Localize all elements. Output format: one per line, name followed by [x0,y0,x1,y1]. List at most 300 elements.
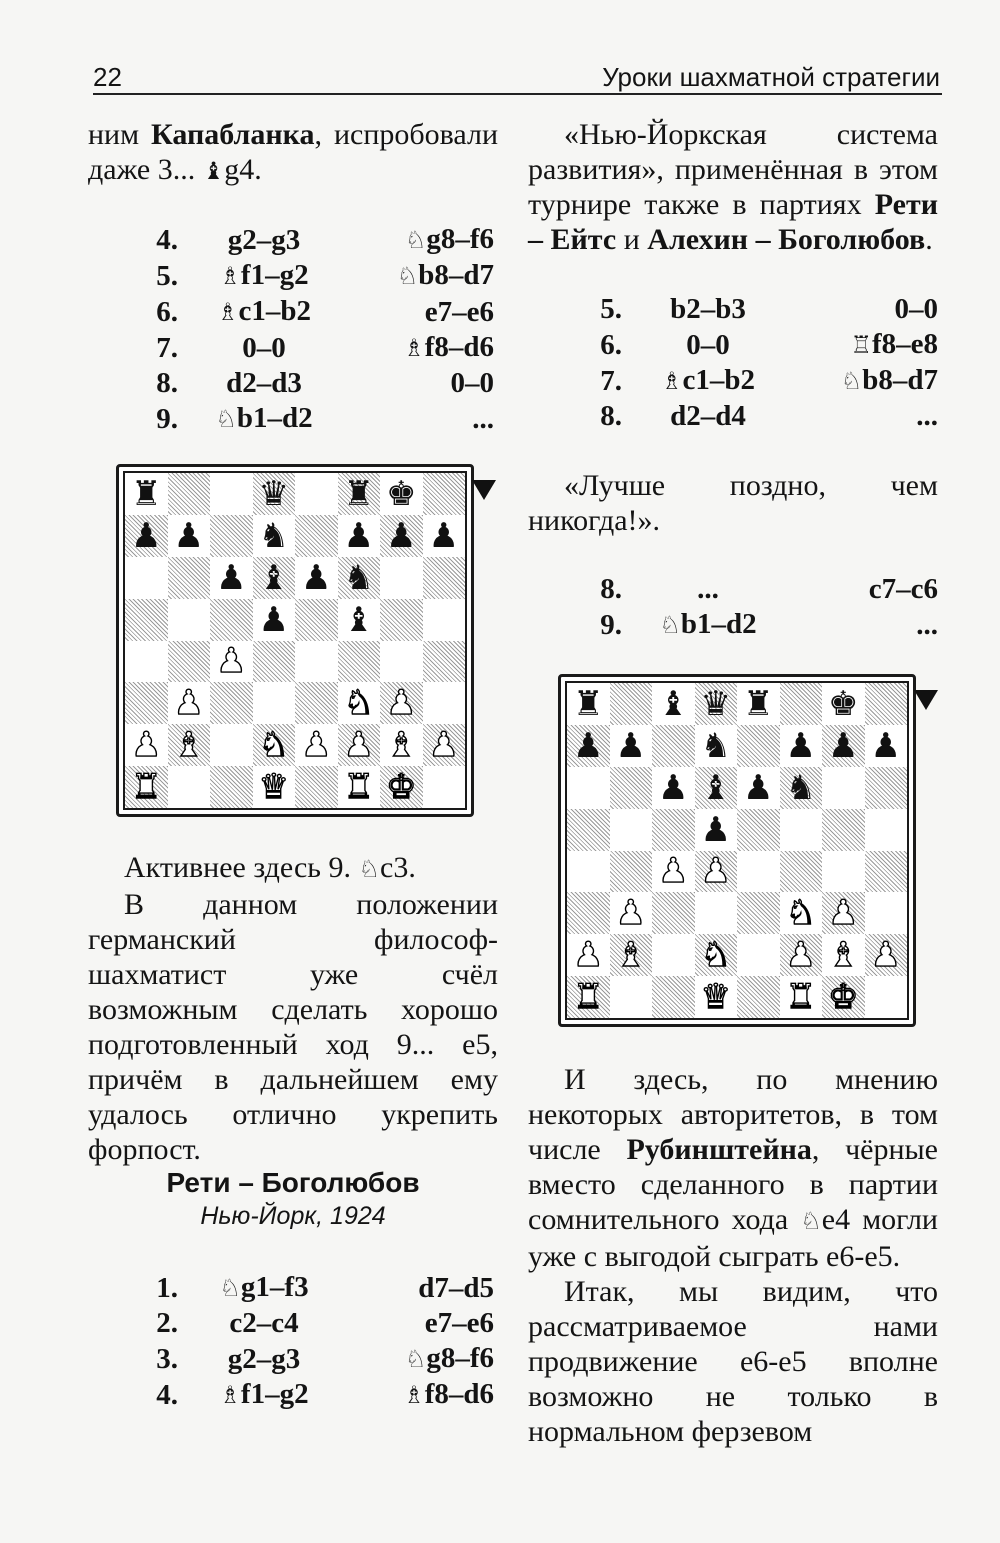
board-square [295,766,338,808]
white-move-text: f1–g2 [240,259,309,291]
board-square [695,851,738,893]
board-square [423,515,466,557]
move-row [134,258,494,294]
white-move-text: b1–d2 [236,402,313,434]
board-square [695,934,738,976]
black-move-text: f8–d6 [424,1378,494,1410]
header-rule [93,93,942,95]
moves-table-2 [134,1270,494,1413]
black-move [788,572,938,607]
white-move-text: g2–g3 [227,223,301,256]
black-pawn-icon: ♟ [870,725,901,766]
new-york-system-paragraph: «Нью-Йоркская система развития», применённая в этом турнире также в партиях Рети – Ейтс и Алехин – Боголюбов. [528,118,938,256]
white-move [628,327,788,363]
white-pawn-icon: ♟ [386,683,417,724]
board-square [865,851,908,893]
black-rook-icon: ♜ [343,473,374,514]
board-square [567,934,610,976]
white-rook-icon: ♜ [785,977,816,1018]
board-square [168,682,211,724]
chessboard-grid [565,681,909,1020]
black-move-text: g8–f6 [426,223,494,255]
board-square [652,725,695,767]
white-move [184,1306,344,1341]
white-bishop-icon: ♝ [615,935,646,976]
board-square [695,809,738,851]
black-pawn-icon: ♟ [785,725,816,766]
piece-icon: ♘ [215,405,237,433]
black-move-text: g8–f6 [426,1342,494,1374]
black-knight-icon: ♞ [343,557,374,598]
black-move-text: f8–e8 [871,328,938,360]
move-number: 6. [600,328,622,361]
black-queen-icon: ♛ [258,473,289,514]
board-square [380,473,423,515]
board-square [125,515,168,557]
game-heading [88,1166,498,1232]
board-square [567,892,610,934]
board-square [695,892,738,934]
board-square [295,557,338,599]
chess-diagram-2 [558,674,916,1027]
piece-icon: ♘ [396,262,419,290]
board-square [338,682,381,724]
white-move-text: b1–d2 [680,608,757,640]
quote-better-late: «Лучше поздно, чем никогда!». [528,469,938,537]
board-square [125,641,168,683]
white-pawn-icon: ♟ [343,725,374,766]
white-pawn-icon: ♟ [573,935,604,976]
black-pawn-icon: ♟ [343,515,374,556]
black-move-text: 0–0 [894,293,938,325]
white-move [184,1341,344,1377]
white-move [184,1270,344,1306]
board-square [610,725,653,767]
board-square [125,557,168,599]
board-square [737,683,780,725]
board-square [210,682,253,724]
black-bishop-icon: ♝ [343,599,374,640]
board-square [253,599,296,641]
black-move [344,1341,494,1377]
move-number: 9. [600,608,622,641]
black-to-move-icon [914,690,938,710]
right-intro [528,117,938,257]
white-move-text: d2–d4 [670,400,746,432]
board-square [253,515,296,557]
board-square [567,851,610,893]
move-number: 4. [156,1378,178,1411]
board-square [567,725,610,767]
board-square [253,682,296,724]
moves-table-4 [578,572,938,643]
board-square [610,976,653,1018]
move-row [134,1377,494,1413]
white-move [184,401,344,437]
board-square [610,934,653,976]
board-square [567,683,610,725]
black-move-text: 0–0 [450,367,494,399]
move-number: 6. [156,295,178,328]
board-square [652,767,695,809]
black-move [344,1306,494,1341]
board-square [822,725,865,767]
black-pawn-icon: ♟ [700,809,731,850]
board-square [168,766,211,808]
knight-icon: ♘ [800,1207,822,1235]
white-pawn-icon: ♟ [301,725,332,766]
left-moves-2 [134,1270,494,1413]
board-square [295,599,338,641]
white-move [628,572,788,607]
piece-icon: ♘ [840,367,863,395]
black-pawn-icon: ♟ [658,767,689,808]
black-move-text: ... [916,608,938,641]
board-square [295,473,338,515]
white-move [184,222,344,258]
black-pawn-icon: ♟ [258,599,289,640]
board-square [695,976,738,1018]
board-square [737,767,780,809]
black-rook-icon: ♜ [743,683,774,724]
black-move [344,294,494,330]
black-rook-icon: ♜ [131,473,162,514]
right-text-block [528,1062,938,1449]
board-square [737,851,780,893]
board-square [652,934,695,976]
black-rook-icon: ♜ [573,683,604,724]
black-move [788,292,938,327]
board-square [865,767,908,809]
board-square [610,767,653,809]
white-move-text: 0–0 [686,328,730,361]
black-knight-icon: ♞ [700,725,731,766]
board-square [737,892,780,934]
white-pawn-icon: ♟ [216,641,247,682]
board-square [210,473,253,515]
move-row [134,1341,494,1377]
board-square [210,599,253,641]
white-move-text: 0–0 [242,331,286,364]
left-text-block [88,850,498,1167]
board-square [125,473,168,515]
move-number: 7. [156,331,178,364]
move-row [578,572,938,607]
move-row [134,1270,494,1306]
white-pawn-icon: ♟ [785,935,816,976]
move-number: 8. [156,367,178,399]
board-square [695,725,738,767]
white-queen-icon: ♛ [258,767,289,808]
board-square [567,767,610,809]
board-square [423,473,466,515]
white-move-text: g2–g3 [227,1342,301,1375]
white-move-text: f1–g2 [240,1378,309,1410]
board-square [822,851,865,893]
black-knight-icon: ♞ [258,515,289,556]
board-square [567,809,610,851]
board-square [338,473,381,515]
board-square [210,515,253,557]
black-pawn-icon: ♟ [216,557,247,598]
move-row [578,327,938,363]
board-square [822,976,865,1018]
board-square [652,683,695,725]
piece-icon: ♘ [404,1345,427,1373]
board-square [423,682,466,724]
board-square [652,892,695,934]
move-number: 9. [156,402,178,435]
white-move [628,399,788,434]
board-square [822,934,865,976]
black-pawn-icon: ♟ [173,515,204,556]
piece-icon: ♗ [219,262,241,290]
white-move-text: g1–f3 [240,1271,309,1303]
black-move-text: e7–e6 [424,295,494,328]
board-square [865,976,908,1018]
piece-icon: ♘ [219,1274,241,1302]
board-square [168,641,211,683]
white-king-icon: ♚ [828,977,859,1018]
black-king-icon: ♚ [386,473,417,514]
board-square [737,934,780,976]
board-square [125,682,168,724]
board-square [695,683,738,725]
board-square [295,724,338,766]
white-move [184,330,344,366]
white-pawn-icon: ♟ [173,683,204,724]
right-moves-2 [578,572,938,643]
white-pawn-icon: ♟ [870,935,901,976]
board-square [865,934,908,976]
board-square [865,892,908,934]
board-square [423,599,466,641]
black-to-move-icon [472,480,496,500]
comment-active-move: Активнее здесь 9. ♘c3. [124,851,416,884]
board-square [168,724,211,766]
black-move [788,607,938,643]
board-square [210,724,253,766]
black-king-icon: ♚ [828,683,859,724]
move-row [578,292,938,327]
move-number: 7. [600,364,622,397]
piece-icon: ♖ [850,331,872,359]
board-square [125,724,168,766]
black-bishop-icon: ♝ [658,683,689,724]
left-moves-1 [134,222,494,437]
black-move [344,222,494,258]
board-square [380,515,423,557]
black-pawn-icon: ♟ [301,557,332,598]
board-square [865,725,908,767]
board-square [610,809,653,851]
board-square [780,851,823,893]
black-bishop-icon: ♝ [258,557,289,598]
black-pawn-icon: ♟ [131,515,162,556]
white-move [628,607,788,643]
page-number: 22 [93,62,122,92]
board-square [822,809,865,851]
board-square [210,557,253,599]
left-column [88,117,498,189]
board-square [253,473,296,515]
move-number: 1. [156,1271,178,1304]
white-move-text: d2–d3 [226,367,302,399]
board-square [338,724,381,766]
black-pawn-icon: ♟ [386,515,417,556]
board-square [780,725,823,767]
piece-icon: ♗ [403,334,425,362]
white-move [628,363,788,399]
white-pawn-icon: ♟ [700,851,731,892]
board-square [380,766,423,808]
board-square [780,976,823,1018]
white-queen-icon: ♛ [700,977,731,1018]
board-square [822,683,865,725]
board-square [423,557,466,599]
white-knight-icon: ♞ [343,683,374,724]
board-square [610,683,653,725]
black-move-text: ... [916,400,938,432]
board-square [210,641,253,683]
black-move-text: d7–d5 [418,1271,494,1304]
board-square [780,892,823,934]
black-queen-icon: ♛ [700,683,731,724]
black-knight-icon: ♞ [785,767,816,808]
white-bishop-icon: ♝ [386,725,417,766]
move-number: 8. [600,400,622,432]
black-move [344,401,494,437]
board-square [380,641,423,683]
black-move [788,399,938,434]
paragraph-rubinstein: И здесь, по мнению некоторых авторитетов, в том числе Рубинштейна, чёрные вместо сделанного в партии сомнительного хода ♘e4 могли уже с выгодой сыграть e6-e5. [528,1063,938,1273]
board-square [125,766,168,808]
board-square [822,892,865,934]
white-pawn-icon: ♟ [615,893,646,934]
board-square [380,682,423,724]
white-pawn-icon: ♟ [428,725,459,766]
move-row [134,366,494,401]
black-pawn-icon: ♟ [743,767,774,808]
moves-table-3 [578,292,938,434]
paragraph-conclusion: Итак, мы видим, что рассматриваемое нами продвижение e6-e5 вполне возможно не только в нормальном ферзевом [528,1275,938,1448]
move-row [578,399,938,434]
black-move-text: e7–e6 [424,1307,494,1339]
board-square [253,557,296,599]
board-square [567,976,610,1018]
piece-icon: ♗ [660,367,683,395]
board-square [423,724,466,766]
board-square [338,557,381,599]
black-move [344,366,494,401]
white-move-text: c1–b2 [682,364,755,396]
board-square [253,766,296,808]
black-pawn-icon: ♟ [573,725,604,766]
white-rook-icon: ♜ [131,767,162,808]
white-pawn-icon: ♟ [131,725,162,766]
black-move-text: c7–c6 [868,573,938,605]
black-bishop-icon: ♝ [700,767,731,808]
white-knight-icon: ♞ [700,935,731,976]
moves-table-1 [134,222,494,437]
board-square [780,809,823,851]
board-square [338,515,381,557]
white-move-text: ... [697,573,719,605]
left-intro-paragraph: ним Капабланка, испробовали даже 3... ♝g4. [88,118,499,186]
move-number: 5. [600,293,622,325]
black-move [344,258,494,294]
move-number: 2. [156,1307,178,1339]
board-square [737,809,780,851]
board-square [168,473,211,515]
knight-icon: ♘ [358,855,381,883]
white-move [184,366,344,401]
move-row [134,401,494,437]
chessboard-grid [123,471,467,810]
white-knight-icon: ♞ [258,725,289,766]
board-square [380,724,423,766]
black-pawn-icon: ♟ [828,725,859,766]
board-square [125,599,168,641]
board-square [822,767,865,809]
board-square [865,809,908,851]
black-pawn-icon: ♟ [428,515,459,556]
game-place: Нью-Йорк, 1924 [200,1202,386,1230]
black-move-text: b8–d7 [862,364,938,396]
black-move-text: f8–d6 [424,331,494,363]
piece-icon: ♗ [403,1381,425,1409]
board-square [610,851,653,893]
white-move-text: c1–b2 [238,295,311,327]
board-square [380,557,423,599]
white-knight-icon: ♞ [785,893,816,934]
running-title: Уроки шахматной стратегии [602,62,940,92]
move-row [134,1306,494,1341]
move-row [578,363,938,399]
move-number: 5. [156,259,178,292]
board-square [338,766,381,808]
white-move [628,292,788,327]
white-rook-icon: ♜ [343,767,374,808]
white-king-icon: ♚ [386,767,417,808]
white-rook-icon: ♜ [573,977,604,1018]
white-bishop-icon: ♝ [828,935,859,976]
board-square [253,724,296,766]
bishop-icon: ♝ [202,157,225,185]
white-pawn-icon: ♟ [828,893,859,934]
board-square [380,599,423,641]
board-square [338,599,381,641]
board-square [210,766,253,808]
board-square [695,767,738,809]
board-square [338,641,381,683]
board-square [168,515,211,557]
board-square [737,725,780,767]
white-bishop-icon: ♝ [173,725,204,766]
chess-diagram-1 [116,464,474,817]
white-move [184,294,344,330]
board-square [168,557,211,599]
board-square [423,641,466,683]
move-number: 4. [156,223,178,256]
move-row [578,607,938,643]
black-move [788,363,938,399]
piece-icon: ♗ [216,298,239,326]
move-row [134,330,494,366]
move-number: 3. [156,1342,178,1375]
piece-icon: ♘ [659,611,681,639]
black-move-text: ... [472,402,494,435]
